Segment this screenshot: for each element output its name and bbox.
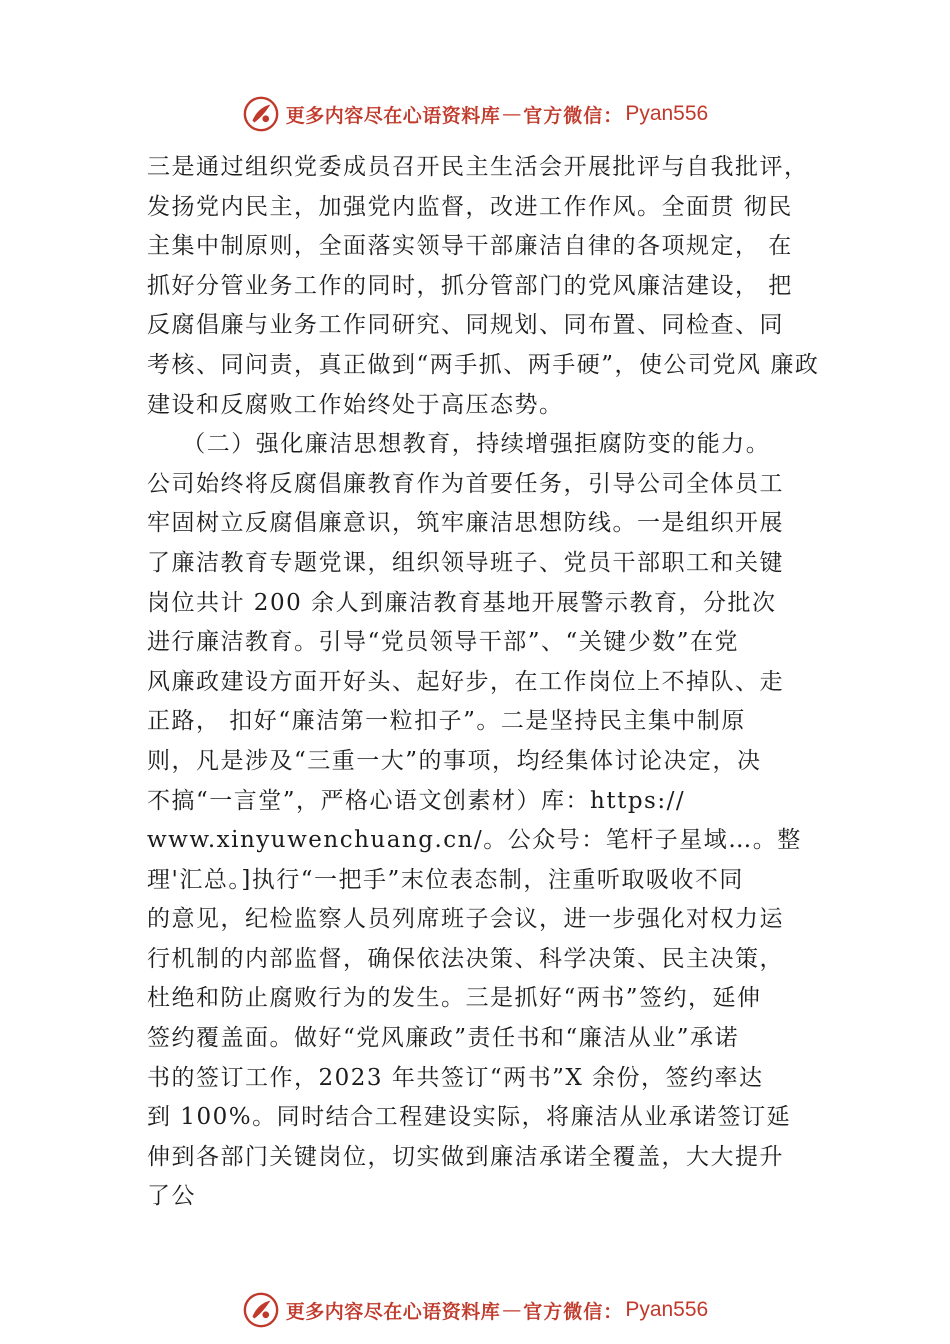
text-line: 发扬党内民主，加强党内监督，改进工作作风。全面贯 彻民 xyxy=(147,193,793,220)
text-line: 反腐倡廉与业务工作同研究、同规划、同布置、同检查、同 xyxy=(147,312,784,339)
text-line: 进行廉洁教育。引导“党员领导干部”、“关键少数”在党 xyxy=(147,629,740,656)
text-line: 正路， 扣好“廉洁第一粒扣子”。二是坚持民主集中制原 xyxy=(147,708,746,735)
text-line: 抓好分管业务工作的同时，抓分管部门的党风廉洁建设， 把 xyxy=(147,272,793,299)
footer-banner xyxy=(0,1288,950,1332)
banner-wechat-handle: Pyan556 xyxy=(625,1298,709,1321)
banner-wechat-handle: Pyan556 xyxy=(625,102,709,125)
text-line: 到 100%。同时结合工程建设实际，将廉洁从业承诺签订延 xyxy=(147,1104,792,1131)
text-line: 牢固树立反腐倡廉意识，筑牢廉洁思想防线。一是组织开展 xyxy=(147,510,784,537)
text-line: 书的签订工作，2023 年共签订“两书”X 余份，签约率达 xyxy=(147,1064,764,1091)
text-line: 签约覆盖面。做好“党风廉政”责任书和“廉洁从业”承诺 xyxy=(147,1025,740,1052)
text-line: 岗位共计 200 余人到廉洁教育基地开展警示教育，分批次 xyxy=(147,589,777,616)
section-heading: （二）强化廉洁思想教育，持续增强拒腐防变的能力。 xyxy=(147,431,771,458)
banner-wechat-label: 官方微信： xyxy=(523,1300,624,1323)
banner-wechat-label: 官方微信： xyxy=(523,104,624,127)
banner-title: 更多内容尽在心语资料库 xyxy=(285,104,501,127)
banner-dash: — xyxy=(502,1299,522,1321)
text-line: 了廉洁教育专题党课，组织领导班子、党员干部职工和关键 xyxy=(147,549,784,576)
header-banner xyxy=(0,92,950,136)
brand-logo-icon xyxy=(242,1291,280,1329)
document-body xyxy=(147,148,847,1217)
text-line: www.xinyuwenchuang.cn/。公众号：笔杆子星域…。整 xyxy=(147,827,802,854)
text-line: 建设和反腐败工作始终处于高压态势。 xyxy=(147,391,564,418)
text-line: 三是通过组织党委成员召开民主生活会开展批评与自我批评， xyxy=(147,154,809,180)
text-line: 行机制的内部监督，确保依法决策、科学决策、民主决策， xyxy=(147,945,784,972)
text-line: 不搞“一言堂”，严格心语文创素材）库：https:// xyxy=(147,787,686,814)
text-line: 伸到各部门关键岗位，切实做到廉洁承诺全覆盖，大大提升 xyxy=(147,1143,784,1170)
text-line: 的意见，纪检监察人员列席班子会议，进一步强化对权力运 xyxy=(147,906,784,933)
text-line: 考核、同问责，真正做到“两手抓、两手硬”，使公司党风 廉政 xyxy=(147,351,820,378)
text-line: 主集中制原则，全面落实领导干部廉洁自律的各项规定， 在 xyxy=(147,233,793,260)
banner-title: 更多内容尽在心语资料库 xyxy=(285,1300,501,1323)
text-line: 则，凡是涉及“三重一大”的事项，均经集体讨论决定，决 xyxy=(147,747,762,774)
text-line: 风廉政建设方面开好头、起好步，在工作岗位上不掉队、走 xyxy=(147,668,784,695)
text-line: 杜绝和防止腐败行为的发生。三是抓好“两书”签约，延伸 xyxy=(147,985,762,1012)
banner-dash: — xyxy=(502,103,522,125)
brand-logo-icon xyxy=(242,95,280,133)
text-line: 公司始终将反腐倡廉教育作为首要任务，引导公司全体员工 xyxy=(147,470,784,497)
text-line: 理'汇总。]执行“一把手”末位表态制，注重听取吸收不同 xyxy=(147,866,744,893)
text-line: 了公 xyxy=(147,1183,196,1210)
